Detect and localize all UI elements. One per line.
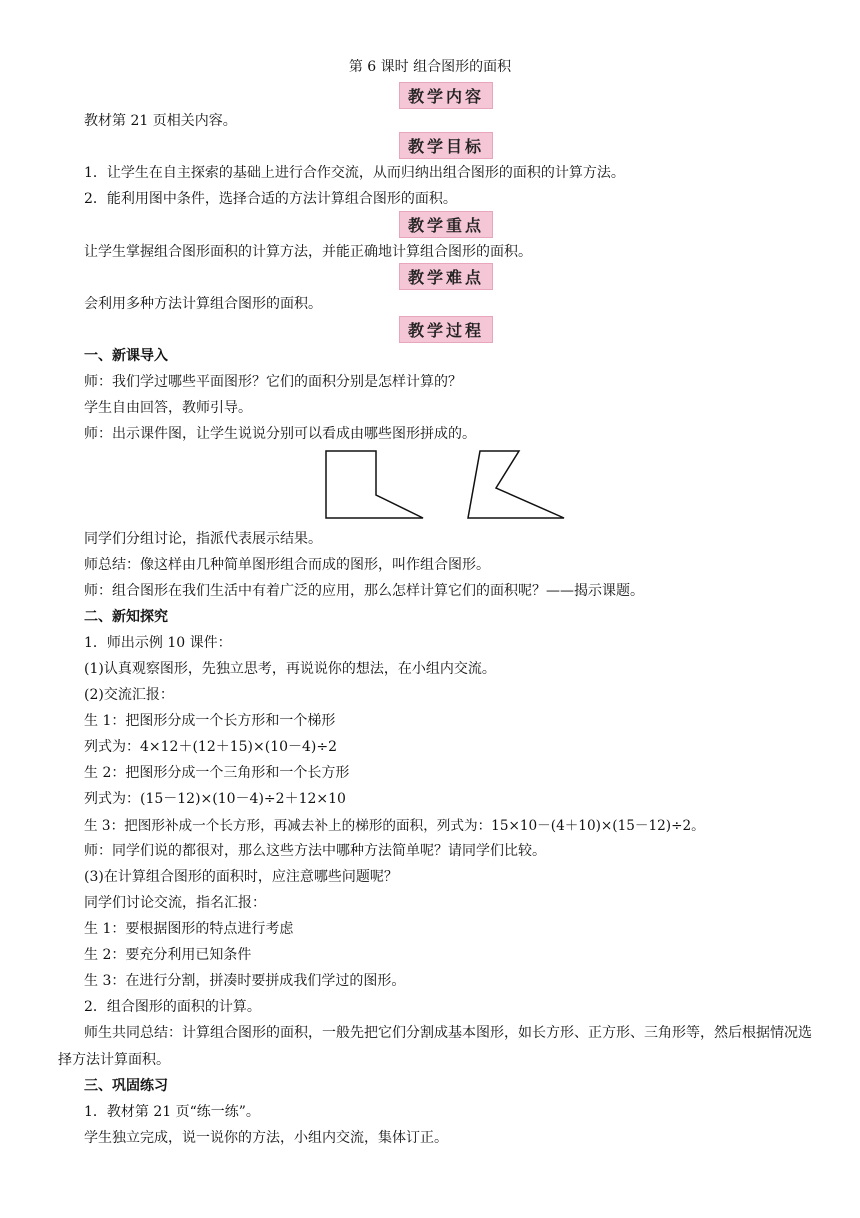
banner-content: 教学内容 bbox=[399, 82, 493, 109]
summary-paragraph: 师生共同总结：计算组合图形的面积，一般先把它们分割成基本图形，如长方形、正方形、三角形等，然后根据情况选择方法计算面积。 bbox=[58, 1025, 812, 1068]
explore-line: 师：同学们说的都很对，那么这些方法中哪种方法简单呢？请同学们比较。 bbox=[84, 843, 546, 859]
explore-line: 生 3：在进行分割，拼凑时要拼成我们学过的图形。 bbox=[84, 973, 406, 989]
intro-line: 师：出示课件图，让学生说说分别可以看成由哪些图形拼成的。 bbox=[84, 426, 476, 442]
intro-line: 学生自由回答，教师引导。 bbox=[84, 400, 252, 416]
difficult-text: 会利用多种方法计算组合图形的面积。 bbox=[84, 296, 322, 312]
discussion-line: 同学们分组讨论，指派代表展示结果。 bbox=[84, 531, 322, 547]
explore-line: 生 3：把图形补成一个长方形，再减去补上的梯形的面积，列式为：15×10－(4＋10)×(15－12)÷2。 bbox=[84, 818, 705, 834]
section-1-heading: 一、新课导入 bbox=[84, 348, 168, 364]
discussion-line: 师：组合图形在我们生活中有着广泛的应用，那么怎样计算它们的面积呢？——揭示课题。 bbox=[84, 583, 644, 599]
banner-difficult: 教学难点 bbox=[399, 263, 493, 290]
key-text: 让学生掌握组合图形面积的计算方法，并能正确地计算组合图形的面积。 bbox=[84, 244, 532, 260]
explore-line: 同学们讨论交流，指名汇报： bbox=[84, 895, 266, 911]
explore-line: (1)认真观察图形，先独立思考，再说说你的想法，在小组内交流。 bbox=[84, 661, 496, 677]
practice-step-1: 1．教材第 21 页“练一练”。 bbox=[84, 1104, 260, 1120]
composite-shapes-figure bbox=[320, 447, 570, 521]
explore-line: 生 2：把图形分成一个三角形和一个长方形 bbox=[84, 765, 350, 781]
intro-line: 师：我们学过哪些平面图形？它们的面积分别是怎样计算的？ bbox=[84, 374, 462, 390]
section-3-heading: 三、巩固练习 bbox=[84, 1078, 168, 1094]
explore-line: 列式为：(15－12)×(10－4)÷2＋12×10 bbox=[84, 791, 346, 807]
explore-line: 生 2：要充分利用已知条件 bbox=[84, 947, 252, 963]
explore-line: (2)交流汇报： bbox=[84, 687, 174, 703]
composite-shape-1 bbox=[326, 451, 423, 518]
practice-text: 学生独立完成，说一说你的方法，小组内交流，集体订正。 bbox=[84, 1130, 448, 1146]
content-text: 教材第 21 页相关内容。 bbox=[84, 113, 237, 129]
banner-process: 教学过程 bbox=[399, 316, 493, 343]
discussion-line: 师总结：像这样由几种简单图形组合而成的图形，叫作组合图形。 bbox=[84, 557, 490, 573]
goal-2: 2．能利用图中条件，选择合适的方法计算组合图形的面积。 bbox=[84, 191, 457, 207]
explore-line: 生 1：把图形分成一个长方形和一个梯形 bbox=[84, 713, 336, 729]
explore-line: 列式为：4×12＋(12＋15)×(10－4)÷2 bbox=[84, 739, 338, 755]
section-2-heading: 二、新知探究 bbox=[84, 609, 168, 625]
explore-line: (3)在计算组合图形的面积时，应注意哪些问题呢？ bbox=[84, 869, 398, 885]
goal-1: 1．让学生在自主探索的基础上进行合作交流，从而归纳出组合图形的面积的计算方法。 bbox=[84, 165, 625, 181]
lesson-title: 第 6 课时 组合图形的面积 bbox=[348, 59, 512, 75]
composite-shape-2 bbox=[468, 451, 564, 518]
explore-step-2: 2．组合图形的面积的计算。 bbox=[84, 999, 261, 1015]
banner-goals: 教学目标 bbox=[399, 132, 493, 159]
banner-key: 教学重点 bbox=[399, 211, 493, 238]
explore-line: 生 1：要根据图形的特点进行考虑 bbox=[84, 921, 294, 937]
explore-step-1: 1．师出示例 10 课件： bbox=[84, 635, 232, 651]
